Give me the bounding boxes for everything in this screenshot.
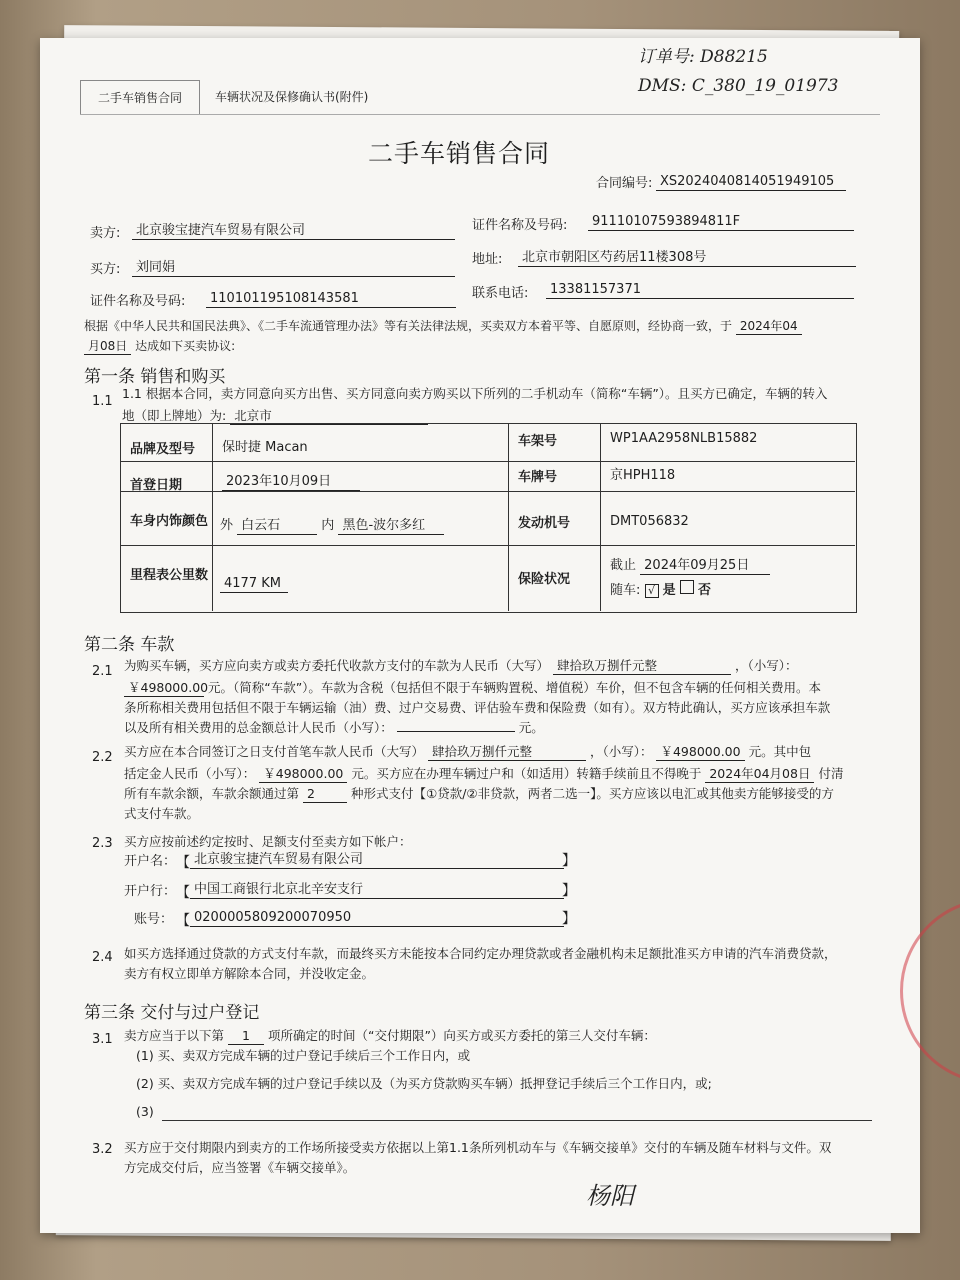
clause-3-1-line1 bbox=[124, 1028, 656, 1045]
page-title: 二手车销售合同 bbox=[368, 139, 551, 168]
clause-2-2-line4: 式支付车款。 bbox=[124, 806, 200, 821]
tab-divider bbox=[80, 114, 880, 115]
clause-3-1-item3: (3) bbox=[136, 1104, 154, 1119]
reg-date-label: 首登日期 bbox=[130, 478, 183, 493]
account-number: 0200005809200070950 bbox=[190, 910, 564, 927]
clause-2-2-text-f: 付清 bbox=[818, 766, 844, 781]
clause-2-1-yuan: 元。 bbox=[518, 720, 544, 735]
clause-1-1-city-label: 地（即上牌地）为: bbox=[122, 408, 227, 423]
buyer-label: 买方: bbox=[90, 262, 121, 277]
odometer-value: 4177 KM bbox=[220, 576, 288, 593]
bank-name: 中国工商银行北京北辛安支行 bbox=[190, 882, 564, 899]
clause-2-2-text-e: 元。买方应在办理车辆过户和（如适用）转籍手续前且不得晚于 bbox=[351, 766, 702, 781]
clause-2-4-number: 2.4 bbox=[92, 950, 113, 965]
engine-label: 发动机号 bbox=[518, 516, 571, 531]
clause-3-1-item1: (1) 买、卖双方完成车辆的过户登记手续后三个工作日内，或 bbox=[136, 1048, 471, 1063]
clause-2-1-text-a: 为购买车辆，买方应向卖方或卖方委托代收款方支付的车款为人民币（大写） bbox=[124, 658, 550, 673]
row-divider bbox=[120, 545, 855, 546]
clause-2-1-line2 bbox=[124, 680, 821, 697]
clause-2-2-text-h: 种形式支付【①贷款/②非贷款，两者二选一】。买方应该以电汇或其他卖方能够接受的方 bbox=[350, 786, 834, 801]
clause-2-2-line3 bbox=[124, 786, 834, 803]
total-amount-blank[interactable] bbox=[397, 731, 515, 732]
clause-3-1-item2: (2) 买、卖双方完成车辆的过户登记手续以及（为买方贷款购买车辆）抵押登记手续后三个工作日内，或; bbox=[136, 1076, 712, 1091]
account-no-label: 账号： bbox=[134, 912, 174, 927]
col-divider bbox=[508, 423, 509, 611]
row-divider bbox=[120, 461, 855, 462]
buyer-id: 110101195108143581 bbox=[206, 291, 456, 308]
brand-label: 品牌及型号 bbox=[130, 442, 196, 457]
price-uppercase: 肆拾玖万捌仟元整 bbox=[553, 658, 731, 675]
first-payment-lowercase: ￥498000.00 bbox=[656, 744, 744, 761]
handwritten-order-no: 订单号: D88215 bbox=[638, 47, 768, 67]
with-car-yes-label: 是 bbox=[662, 583, 676, 598]
buyer-phone: 13381157371 bbox=[546, 282, 854, 299]
clause-2-2-text-b: ，（小写）： bbox=[589, 744, 653, 759]
item3-blank[interactable] bbox=[162, 1120, 872, 1121]
article3-title: 第三条 交付与过户登记 bbox=[84, 1003, 260, 1023]
seller-id: 91110107593894811F bbox=[588, 214, 854, 231]
article1-title: 第一条 销售和购买 bbox=[84, 367, 226, 387]
clause-2-1-text-c: 元。（简称“车款”）。车款为含税（包括但不限于车辆购置税、增值税）车价，但不包含车辆的任何相关费用。本 bbox=[207, 680, 821, 695]
with-car-row bbox=[610, 580, 711, 599]
bracket-close: 】 bbox=[562, 853, 576, 869]
with-car-no-checkbox[interactable] bbox=[680, 580, 694, 594]
clause-2-1-number: 2.1 bbox=[92, 664, 113, 679]
first-payment-uppercase: 肆拾玖万捌仟元整 bbox=[428, 744, 586, 761]
seller-name: 北京骏宝捷汽车贸易有限公司 bbox=[132, 223, 455, 240]
clause-2-1-line3: 条所称相关费用包括但不限于车辆运输（油）费、过户交易费、评估验车费和保险费（如有）。双方特此确认，买方应该承担车款 bbox=[124, 700, 831, 715]
clause-3-1-number: 3.1 bbox=[92, 1032, 113, 1047]
odometer-label: 里程表公里数 bbox=[130, 568, 209, 583]
clause-2-1-line1 bbox=[124, 658, 798, 675]
deposit-amount: ￥498000.00 bbox=[259, 766, 347, 783]
engine-value: DMT056832 bbox=[610, 514, 689, 529]
clause-3-1-text-b: 项所确定的时间（“交付期限”）向买方或买方委托的第三人交付车辆： bbox=[267, 1028, 656, 1043]
bracket-open: 【 bbox=[176, 913, 190, 929]
preamble-text-a: 根据《中华人民共和国民法典》、《二手车流通管理办法》等有关法律法规，买卖双方本着平等、自愿原则，经协商一致，于 bbox=[84, 319, 733, 333]
color-label: 车身内饰颜色 bbox=[130, 514, 209, 529]
clause-2-2-line1 bbox=[124, 744, 811, 761]
col-divider bbox=[600, 423, 601, 611]
bank-label: 开户行： bbox=[124, 884, 177, 899]
seller-label: 卖方: bbox=[90, 226, 121, 241]
with-car-label: 随车: bbox=[610, 583, 641, 598]
buyer-signature: 杨阳 bbox=[586, 1182, 634, 1210]
contract-page bbox=[40, 38, 920, 1233]
contract-no-label: 合同编号: bbox=[596, 176, 653, 191]
clause-2-3-number: 2.3 bbox=[92, 836, 113, 851]
odometer-row bbox=[220, 576, 288, 593]
clause-2-1-text-d: 以及所有相关费用的总金额总计人民币（小写）： bbox=[124, 720, 393, 735]
buyer-name: 刘同娟 bbox=[132, 260, 455, 277]
address-label: 地址: bbox=[472, 252, 503, 267]
interior-color: 黑色-波尔多红 bbox=[338, 518, 444, 535]
handwritten-dms: DMS: C_380_19_01973 bbox=[638, 76, 839, 96]
insurance-until-row bbox=[610, 558, 770, 575]
reg-date-value: 2023年10月09日 bbox=[222, 474, 360, 491]
clause-2-1-line4 bbox=[124, 720, 544, 736]
row-divider bbox=[120, 491, 855, 492]
clause-2-3-text: 买方应按前述约定按时、足额支付至卖方如下帐户： bbox=[124, 834, 412, 849]
account-name: 北京骏宝捷汽车贸易有限公司 bbox=[190, 852, 564, 869]
clause-3-2-line2: 方完成交付后，应当签署《车辆交接单》。 bbox=[124, 1160, 356, 1175]
preamble-date-part1: 2024年04 bbox=[736, 318, 802, 335]
delivery-option: 1 bbox=[228, 1028, 264, 1045]
vin-value: WP1AA2958NLB15882 bbox=[610, 431, 758, 446]
price-lowercase: ￥498000.00 bbox=[124, 680, 204, 697]
clause-3-2-number: 3.2 bbox=[92, 1142, 113, 1157]
insurance-label: 保险状况 bbox=[518, 572, 571, 587]
tab-vehicle-condition[interactable]: 车辆状况及保修确认书(附件) bbox=[215, 90, 369, 104]
plate-value: 京HPH118 bbox=[610, 468, 676, 483]
vin-label: 车架号 bbox=[518, 434, 558, 449]
preamble-date-part2: 月08日 bbox=[84, 338, 131, 355]
clause-3-2-line1: 买方应于交付期限内到卖方的工作场所接受卖方依据以上第1.1条所列机动车与《车辆交接单》交付的车辆及随车材料与文件。双 bbox=[124, 1140, 832, 1155]
bracket-open: 【 bbox=[176, 885, 190, 901]
account-name-label: 开户名： bbox=[124, 854, 177, 869]
preamble-line1 bbox=[84, 318, 802, 335]
with-car-yes-checkbox[interactable]: √ bbox=[645, 584, 659, 598]
insurance-until: 2024年09月25日 bbox=[640, 558, 770, 575]
clause-2-2-line2 bbox=[124, 766, 843, 783]
bracket-open: 【 bbox=[176, 855, 190, 871]
clause-2-2-text-c: 元。其中包 bbox=[748, 744, 812, 759]
exterior-color: 白云石 bbox=[237, 518, 317, 535]
buyer-address: 北京市朝阳区芍药居11楼308号 bbox=[518, 250, 856, 267]
contract-no: XS2024040814051949105 bbox=[656, 174, 846, 191]
preamble-line2 bbox=[84, 338, 235, 355]
clause-2-2-text-d: 括定金人民币（小写）： bbox=[124, 766, 256, 781]
clause-2-4-line2: 卖方有权立即单方解除本合同，并没收定金。 bbox=[124, 966, 375, 981]
buyer-id-label: 证件名称及号码: bbox=[90, 294, 186, 309]
clause-2-2-text-a: 买方应在本合同签订之日支付首笔车款人民币（大写） bbox=[124, 744, 425, 759]
phone-label: 联系电话: bbox=[472, 286, 529, 301]
preamble-text-b: 达成如下买卖协议: bbox=[135, 339, 236, 353]
transfer-city: 北京市 bbox=[230, 408, 428, 425]
exterior-label: 外 bbox=[220, 518, 234, 533]
color-values bbox=[220, 518, 444, 535]
clause-2-2-number: 2.2 bbox=[92, 750, 113, 765]
clause-1-1-number: 1.1 bbox=[92, 394, 113, 409]
bracket-close: 】 bbox=[562, 911, 576, 927]
clause-2-1-text-b: ，（小写）： bbox=[734, 658, 798, 673]
plate-label: 车牌号 bbox=[518, 470, 558, 485]
col-divider bbox=[212, 423, 213, 611]
clause-2-2-text-g: 所有车款余额，车款余额通过第 bbox=[124, 786, 300, 801]
tab-sales-contract[interactable]: 二手车销售合同 bbox=[80, 80, 200, 115]
interior-label: 内 bbox=[321, 518, 335, 533]
clause-1-1-text: 1.1 根据本合同，卖方同意向买方出售、买方同意向卖方购买以下所列的二手机动车（简称“车辆”）。且买方已确定，车辆的转入 bbox=[122, 386, 828, 401]
clause-3-1-text-a: 卖方应当于以下第 bbox=[124, 1028, 225, 1043]
insurance-until-label: 截止 bbox=[610, 558, 637, 573]
company-seal-stamp bbox=[900, 898, 960, 1084]
clause-2-4-line1: 如买方选择通过贷款的方式支付车款，而最终买方未能按本合同约定办理贷款或者金融机构未足额批准买方申请的汽车消费贷款， bbox=[124, 946, 837, 961]
article2-title: 第二条 车款 bbox=[84, 635, 175, 655]
brand-value: 保时捷 Macan bbox=[222, 440, 308, 455]
balance-deadline: 2024年04月08日 bbox=[705, 766, 814, 783]
bracket-close: 】 bbox=[562, 883, 576, 899]
seller-id-label: 证件名称及号码: bbox=[472, 218, 568, 233]
with-car-no-label: 否 bbox=[697, 583, 711, 598]
payment-method: 2 bbox=[303, 786, 347, 803]
